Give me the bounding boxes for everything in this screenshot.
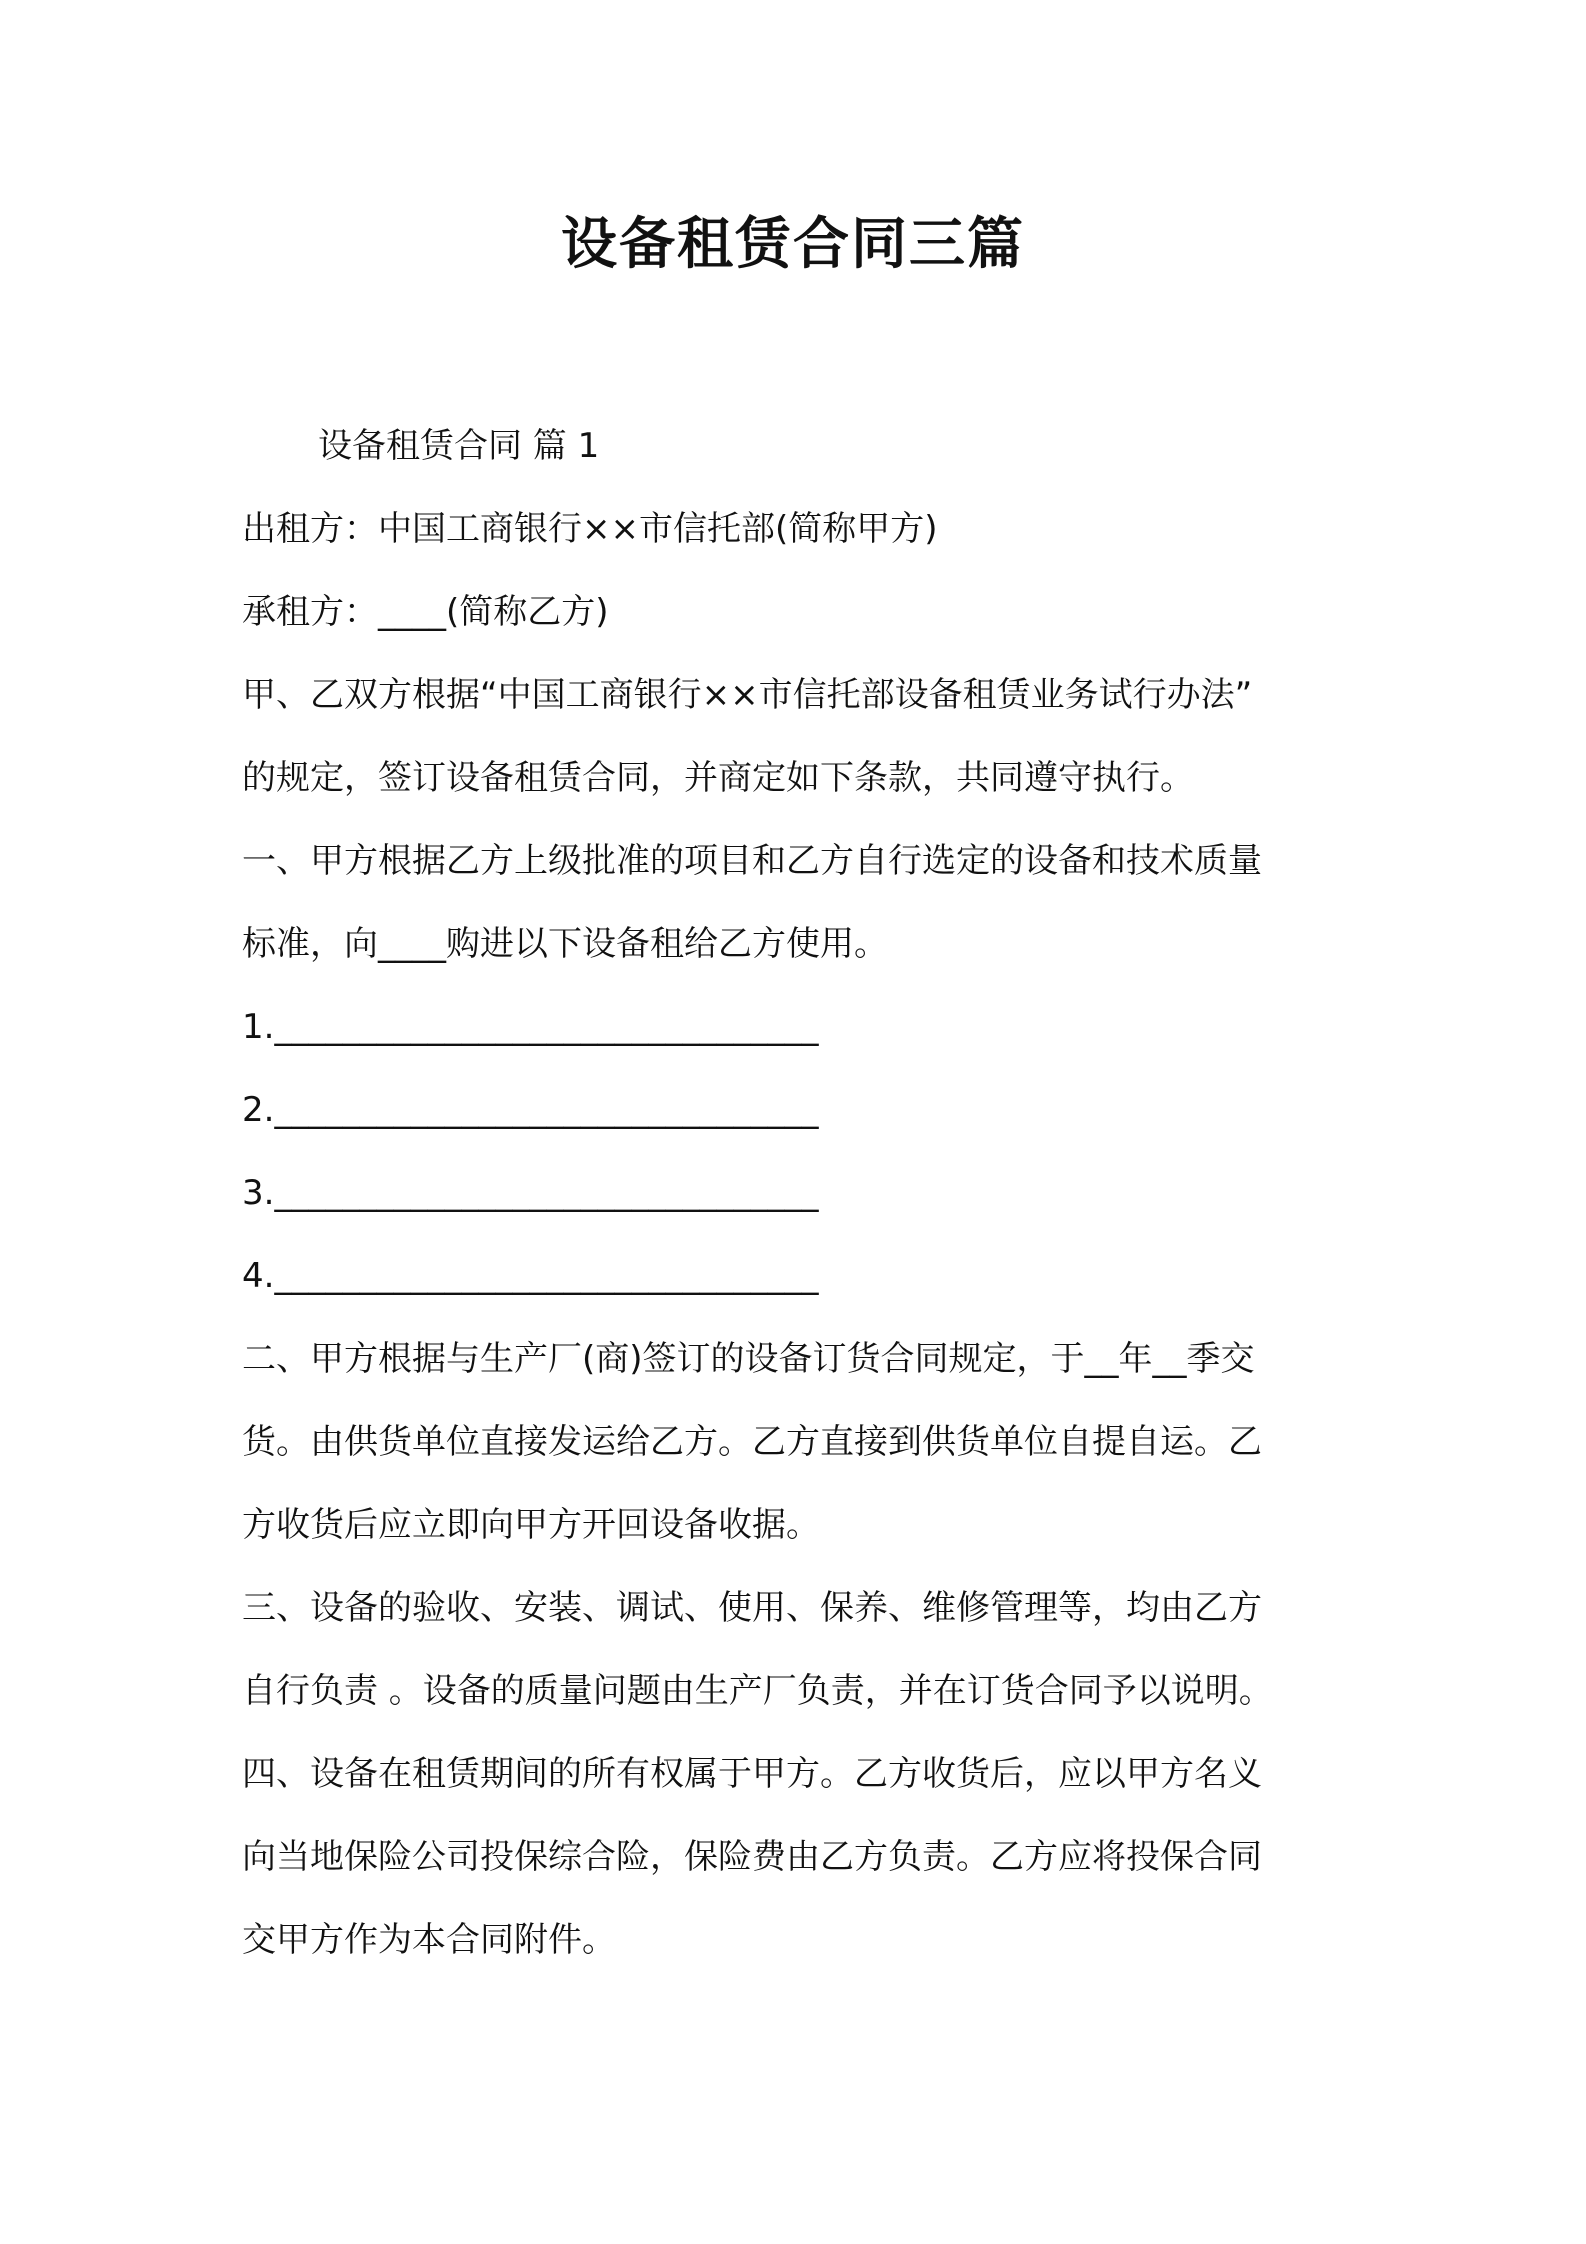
clause-3-line-1: 三、设备的验收、安装、调试、使用、保养、维修管理等，均由乙方 <box>242 1588 1262 1628</box>
clause-2-line-3: 方收货后应立即向甲方开回设备收据。 <box>242 1505 820 1545</box>
preamble-line-1: 甲、乙双方根据“中国工商银行××市信托部设备租赁业务试行办法” <box>242 675 1253 715</box>
equipment-item-4: 4.________________________________ <box>242 1256 819 1296</box>
clause-4-line-2: 向当地保险公司投保综合险，保险费由乙方负责。乙方应将投保合同 <box>242 1837 1262 1877</box>
clause-4-line-3: 交甲方作为本合同附件。 <box>242 1920 616 1960</box>
document-title: 设备租赁合同三篇 <box>561 212 1025 277</box>
clause-4-line-1: 四、设备在租赁期间的所有权属于甲方。乙方收货后，应以甲方名义 <box>242 1754 1262 1794</box>
equipment-item-3: 3.________________________________ <box>242 1173 819 1213</box>
lessee-line: 承租方：____(简称乙方) <box>242 592 609 632</box>
section-heading: 设备租赁合同 篇 1 <box>318 426 600 466</box>
clause-3-line-2: 自行负责 。设备的质量问题由生产厂负责，并在订货合同予以说明。 <box>242 1671 1273 1711</box>
document-body <box>242 405 1382 1982</box>
clause-1-line-1: 一、甲方根据乙方上级批准的项目和乙方自行选定的设备和技术质量 <box>242 841 1262 881</box>
equipment-item-2: 2.________________________________ <box>242 1090 819 1130</box>
clause-1-line-2: 标准，向____购进以下设备租给乙方使用。 <box>242 924 888 964</box>
clause-2-line-2: 货。由供货单位直接发运给乙方。乙方直接到供货单位自提自运。乙 <box>242 1422 1262 1462</box>
lessor-line: 出租方：中国工商银行××市信托部(简称甲方) <box>242 509 938 549</box>
equipment-item-1: 1.________________________________ <box>242 1007 819 1047</box>
clause-2-line-1: 二、甲方根据与生产厂(商)签订的设备订货合同规定，于__年__季交 <box>242 1339 1255 1379</box>
preamble-line-2: 的规定，签订设备租赁合同，并商定如下条款，共同遵守执行。 <box>242 758 1194 798</box>
